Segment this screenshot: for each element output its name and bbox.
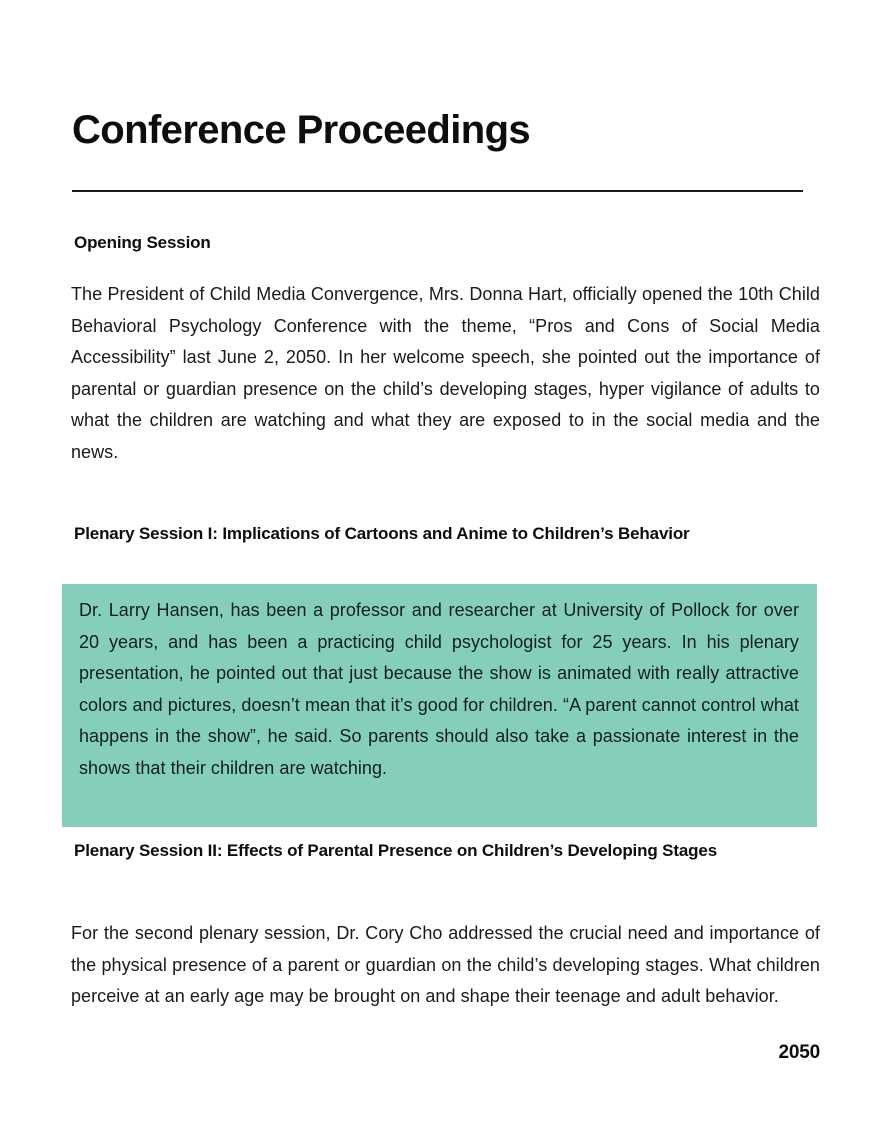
section-heading-plenary-session-i: Plenary Session I: Implications of Cartoons and Anime to Children’s Behavior bbox=[74, 524, 690, 543]
section-heading-opening-session: Opening Session bbox=[74, 233, 211, 252]
paragraph-plenary-session-i: Dr. Larry Hansen, has been a professor and researcher at University of Pollock for over 20 years, and has been a practicing child psychologist for 25 years. In his plenary presentation, he pointed out that just because the show is animated with really attractive colors and pictures, doesn’t mean that it’s good for children. “A parent cannot control what happens in the show”, he said. So parents should also take a passionate interest in the shows that their children are watching. bbox=[79, 600, 799, 778]
section-heading-plenary-session-ii: Plenary Session II: Effects of Parental Presence on Children’s Developing Stages bbox=[74, 841, 718, 860]
page-title: Conference Proceedings bbox=[72, 108, 531, 152]
highlighted-callout-plenary-session-i bbox=[62, 584, 817, 827]
footer-year: 2050 bbox=[778, 1042, 820, 1063]
paragraph-opening-session: The President of Child Media Convergence, Mrs. Donna Hart, officially opened the 10th Child Behavioral Psychology Conference with the theme, “Pros and Cons of Social Media Accessibility” last June 2, 2050. In her welcome speech, she pointed out the importance of parental or guardian presence on the child’s developing stages, hyper vigilance of adults to what the children are watching and what they are exposed to in the social media and the news. bbox=[71, 284, 820, 462]
paragraph-plenary-session-ii: For the second plenary session, Dr. Cory Cho addressed the crucial need and importance of the physical presence of a parent or guardian on the child’s developing stages. What children perceive at an early age may be brought on and shape their teenage and adult behavior. bbox=[71, 923, 820, 1006]
title-divider bbox=[72, 190, 803, 192]
